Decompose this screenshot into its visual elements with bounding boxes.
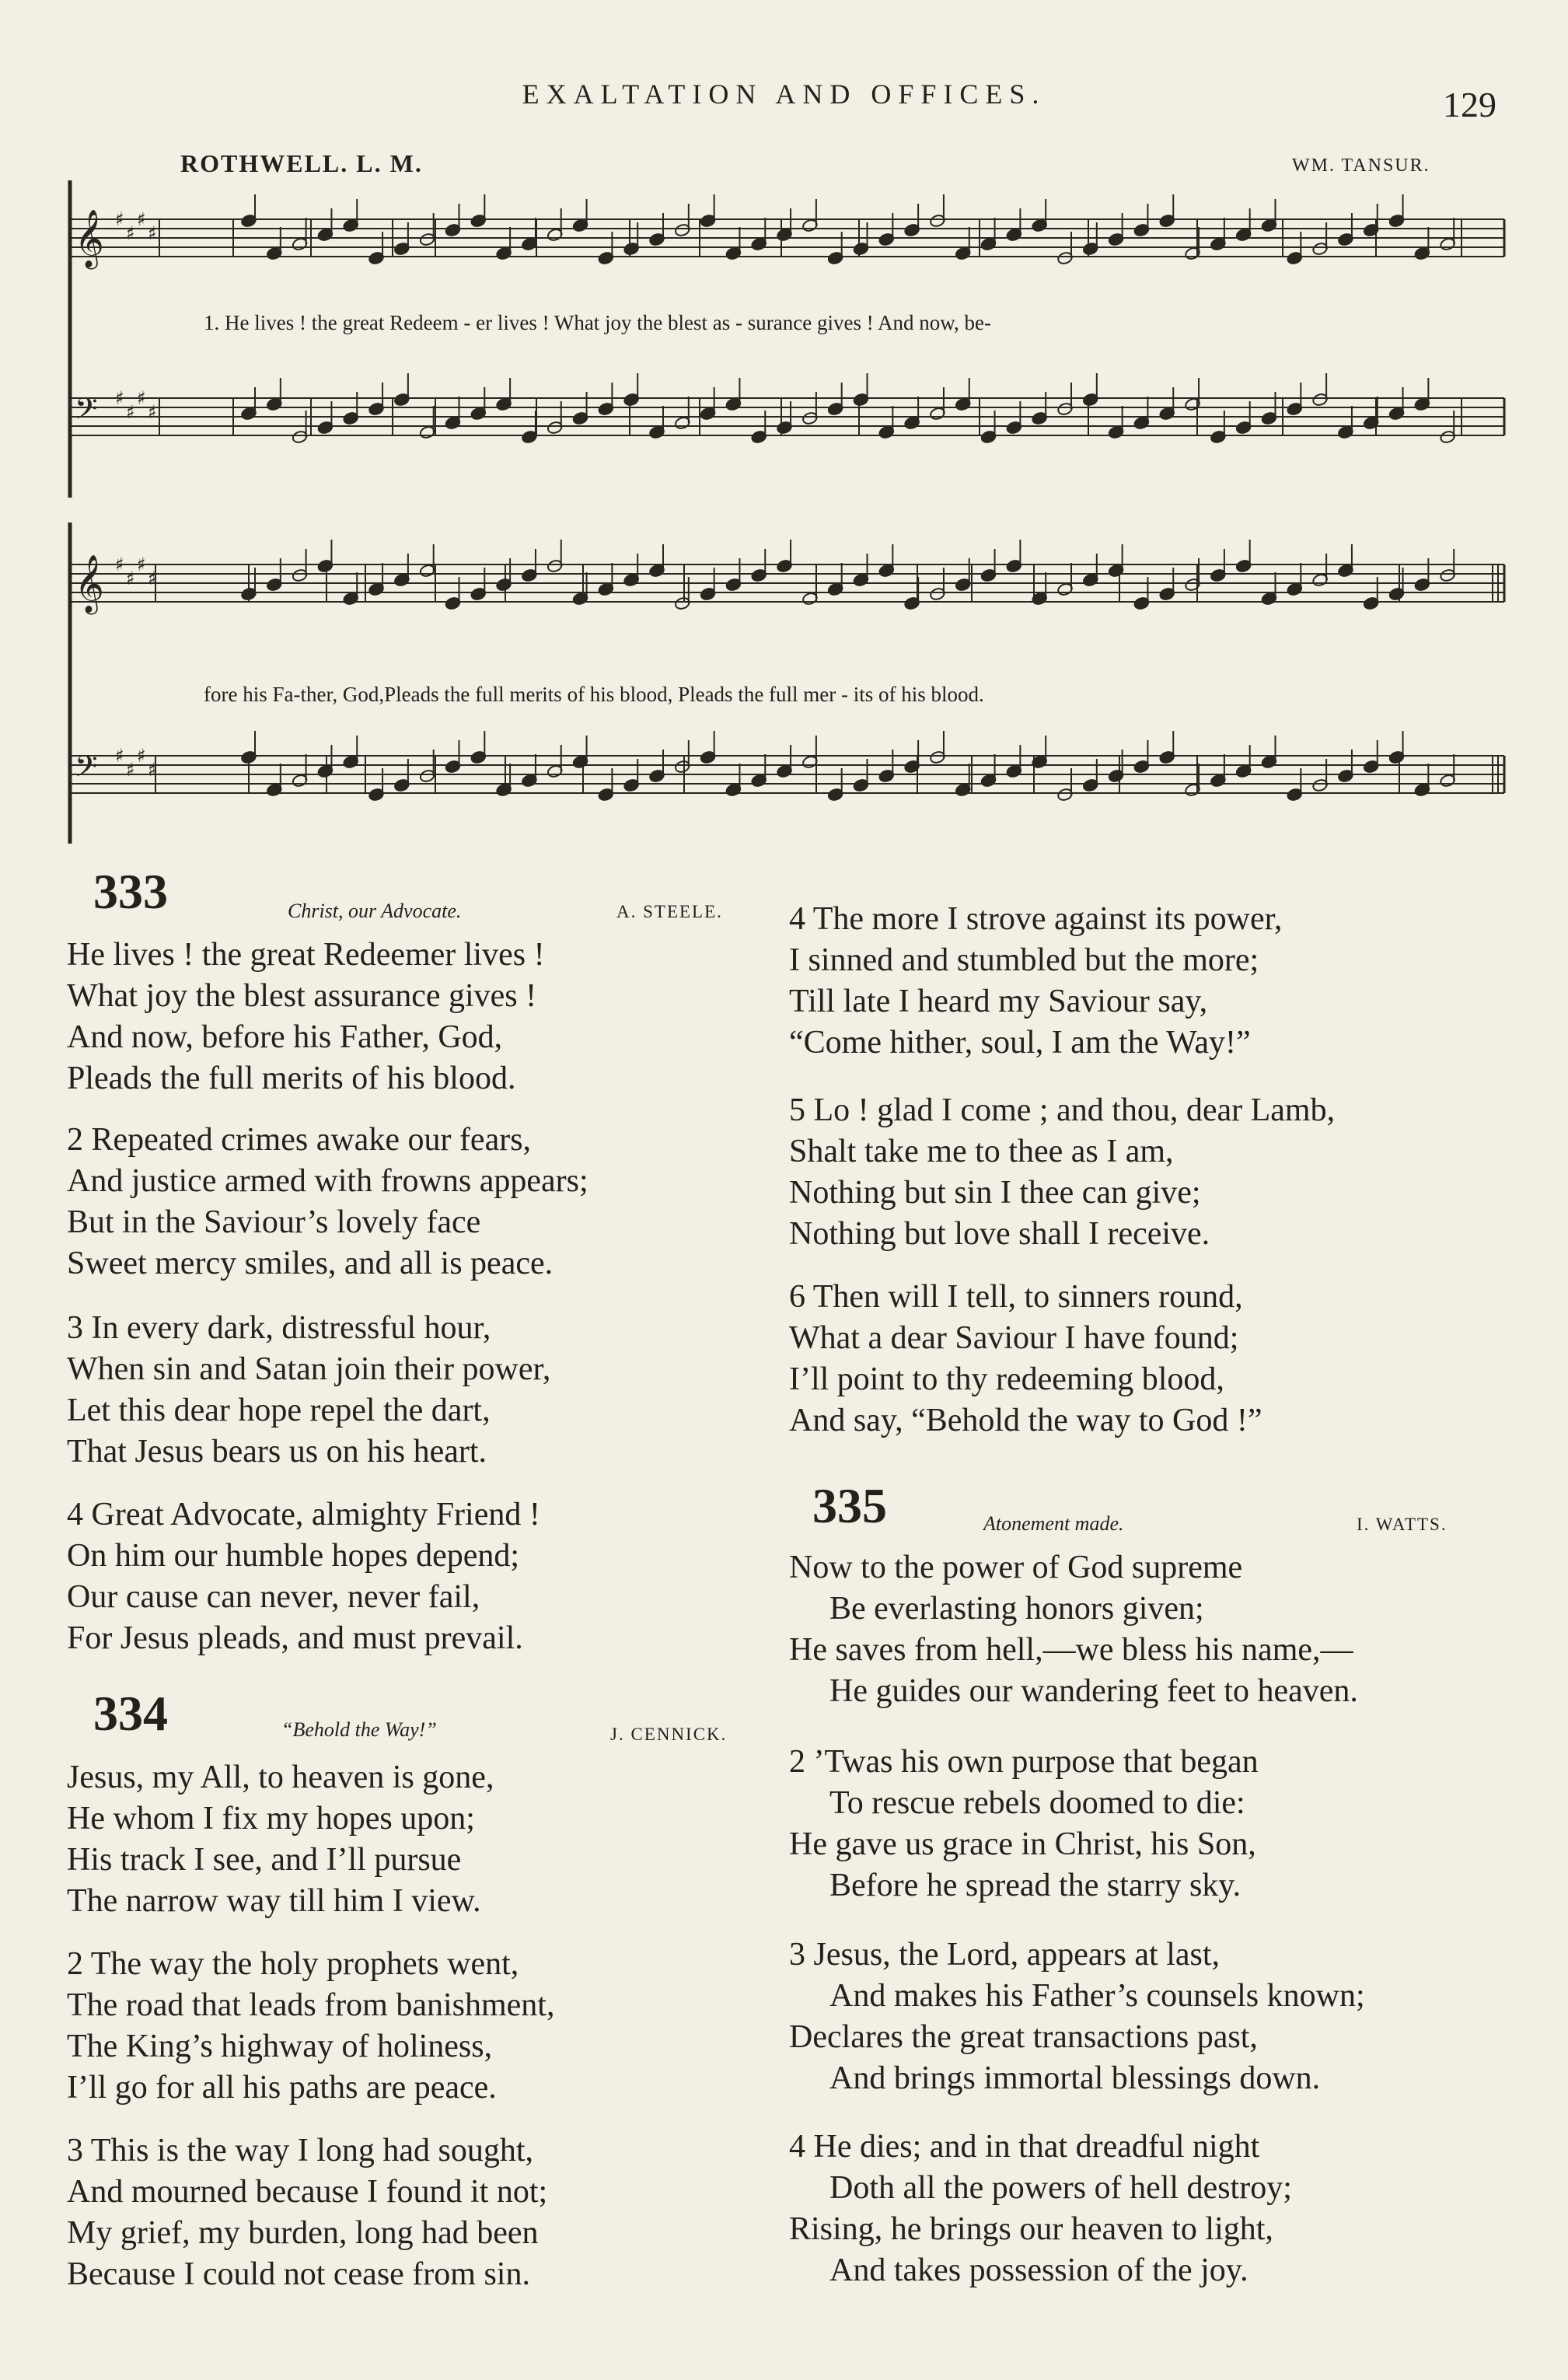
verse-line: 3 This is the way I long had sought, <box>67 2133 534 2169</box>
sharp-sign: ♯ <box>137 745 146 767</box>
hymn-title-335: Atonement made. <box>983 1512 1124 1535</box>
music-score <box>0 0 1568 863</box>
hymn-335-verse-3 <box>789 1934 1365 2099</box>
verse-line: To rescue rebels doomed to die: <box>829 1785 1245 1821</box>
verse-line: 4 The more I strove against its power, <box>789 901 1283 937</box>
verse-line: The road that leads from banishment, <box>67 1987 555 2023</box>
verse-line: The King’s highway of holiness, <box>67 2029 493 2064</box>
verse-line: He whom I fix my hopes upon; <box>67 1801 475 1837</box>
hymn-333-verse-2 <box>67 1120 588 1284</box>
verse-line: On him our humble hopes depend; <box>67 1538 520 1574</box>
verse-line: “Come hither, soul, I am the Way!” <box>789 1025 1251 1061</box>
verse-line: Rising, he brings our heaven to light, <box>789 2211 1273 2247</box>
verse-line: Pleads the full merits of his blood. <box>67 1061 516 1096</box>
verse-line: What joy the blest assurance gives ! <box>67 978 537 1014</box>
verse-line: 5 Lo ! glad I come ; and thou, dear Lamb, <box>789 1092 1336 1128</box>
verse-line: Shalt take me to thee as I am, <box>789 1134 1174 1169</box>
tune-name: ROTHWELL. L. M. <box>180 149 423 177</box>
verse-line: And now, before his Father, God, <box>67 1019 503 1055</box>
verse-line: Nothing but love shall I receive. <box>789 1216 1210 1252</box>
verse-line: 2 Repeated crimes awake our fears, <box>67 1122 532 1158</box>
bass-clef: 𝄢 <box>75 391 98 433</box>
verse-line: And justice armed with frowns appears; <box>67 1163 588 1199</box>
hymn-335-verse-2 <box>789 1742 1259 1906</box>
sharp-sign: ♯ <box>148 401 157 423</box>
sharp-sign: ♯ <box>148 222 157 244</box>
hymn-number-335: 335 <box>812 1478 887 1533</box>
verse-line: When sin and Satan join their power, <box>67 1351 551 1387</box>
verse-line: My grief, my burden, long had been <box>67 2215 539 2251</box>
sharp-sign: ♯ <box>148 568 157 589</box>
hymn-title-334: “Behold the Way!” <box>281 1718 437 1741</box>
staff-systems <box>70 180 1504 844</box>
verse-line: For Jesus pleads, and must prevail. <box>67 1620 523 1656</box>
verse-line: Jesus, my All, to heaven is gone, <box>67 1760 494 1795</box>
verse-line: And takes possession of the joy. <box>829 2252 1248 2288</box>
verse-line: And say, “Behold the way to God !” <box>789 1403 1262 1438</box>
page-number: 129 <box>1443 85 1496 124</box>
tune-composer: WM. TANSUR. <box>1292 156 1430 176</box>
verse-line: Let this dear hope repel the dart, <box>67 1393 491 1428</box>
hymn-334-verse-1 <box>67 1757 494 1922</box>
verse-line: And makes his Father’s counsels known; <box>829 1978 1365 2014</box>
sharp-sign: ♯ <box>126 401 135 423</box>
verse-line: The narrow way till him I view. <box>67 1883 481 1919</box>
hymn-author-335: I. WATTS. <box>1357 1515 1448 1534</box>
verse-line: Sweet mercy smiles, and all is peace. <box>67 1246 554 1281</box>
verse-line: 2 ’Twas his own purpose that began <box>789 1744 1259 1780</box>
hymn-author-334: J. CENNICK. <box>610 1725 728 1744</box>
hymn-335-verse-1 <box>789 1547 1358 1712</box>
hymn-334-verse-2 <box>67 1944 554 2109</box>
hymn-333-verse-3 <box>67 1308 550 1473</box>
hymn-335-verse-4 <box>789 2127 1292 2291</box>
verse-line: 4 Great Advocate, almighty Friend ! <box>67 1497 540 1532</box>
sharp-sign: ♯ <box>137 208 146 230</box>
hymn-334-verse-6 <box>789 1277 1262 1442</box>
verse-line: Our cause can never, never fail, <box>67 1579 480 1615</box>
verse-line: Because I could not cease from sin. <box>67 2256 530 2292</box>
hymn-333-verse-4 <box>67 1494 540 1659</box>
verse-line: 3 In every dark, distressful hour, <box>67 1310 491 1346</box>
sharp-sign: ♯ <box>115 554 124 575</box>
hymn-title-333: Christ, our Advocate. <box>288 900 462 922</box>
verse-line: Declares the great transactions past, <box>789 2019 1258 2055</box>
sharp-sign: ♯ <box>126 568 135 589</box>
hymn-334-verse-5 <box>789 1090 1335 1255</box>
treble-clef: 𝄞 <box>75 555 104 613</box>
verse-line: He guides our wandering feet to heaven. <box>829 1673 1358 1709</box>
sharp-sign: ♯ <box>137 387 146 409</box>
hymn-333-verse-1 <box>67 935 545 1099</box>
bass-clef: 𝄢 <box>75 749 98 791</box>
verse-line: What a dear Saviour I have found; <box>789 1320 1239 1356</box>
hymn-author-333: A. STEELE. <box>616 902 723 921</box>
verse-line: That Jesus bears us on his heart. <box>67 1434 487 1470</box>
verse-line: Doth all the powers of hell destroy; <box>829 2170 1292 2206</box>
verse-line: He saves from hell,—we bless his name,— <box>789 1632 1353 1668</box>
verse-line: And brings immortal blessings down. <box>829 2060 1321 2096</box>
lyrics-line-1: 1. He lives ! the great Redeem - er lives ! What joy the blest as - surance gives ! And now, be- <box>204 311 991 334</box>
verse-line: I sinned and stumbled but the more; <box>789 942 1259 978</box>
verse-line: Before he spread the starry sky. <box>829 1868 1241 1903</box>
verse-line: His track I see, and I’ll pursue <box>67 1842 462 1878</box>
sharp-sign: ♯ <box>126 759 135 781</box>
verse-line: 4 He dies; and in that dreadful night <box>789 2129 1260 2165</box>
verse-line: He gave us grace in Christ, his Son, <box>789 1826 1256 1862</box>
verse-line: And mourned because I found it not; <box>67 2174 548 2210</box>
lyrics-line-2: fore his Fa-ther, God,Pleads the full merits of his blood, Pleads the full mer - its of his blood. <box>204 683 984 706</box>
treble-clef: 𝄞 <box>75 210 104 267</box>
verse-line: Be everlasting honors given; <box>829 1591 1204 1627</box>
sharp-sign: ♯ <box>115 745 124 767</box>
verse-line: I’ll point to thy redeeming blood, <box>789 1361 1224 1397</box>
verse-line: 2 The way the holy prophets went, <box>67 1946 519 1982</box>
verse-line: But in the Saviour’s lovely face <box>67 1204 481 1240</box>
hymn-number-333: 333 <box>93 864 168 919</box>
hymn-number-334: 334 <box>93 1686 168 1741</box>
sharp-sign: ♯ <box>148 759 157 781</box>
verse-line: 6 Then will I tell, to sinners round, <box>789 1279 1243 1315</box>
hymn-334-verse-4 <box>789 899 1282 1064</box>
sharp-sign: ♯ <box>137 554 146 575</box>
verse-line: I’ll go for all his paths are peace. <box>67 2070 497 2106</box>
verse-line: Till late I heard my Saviour say, <box>789 984 1208 1019</box>
verse-line: 3 Jesus, the Lord, appears at last, <box>789 1937 1221 1973</box>
verse-line: Now to the power of God supreme <box>789 1550 1243 1585</box>
verse-line: Nothing but sin I thee can give; <box>789 1175 1201 1211</box>
hymn-334-verse-3 <box>67 2130 547 2295</box>
sharp-sign: ♯ <box>115 208 124 230</box>
sharp-sign: ♯ <box>115 387 124 409</box>
running-header: EXALTATION AND OFFICES. <box>522 79 1046 110</box>
sharp-sign: ♯ <box>126 222 135 244</box>
verse-line: He lives ! the great Redeemer lives ! <box>67 937 545 973</box>
